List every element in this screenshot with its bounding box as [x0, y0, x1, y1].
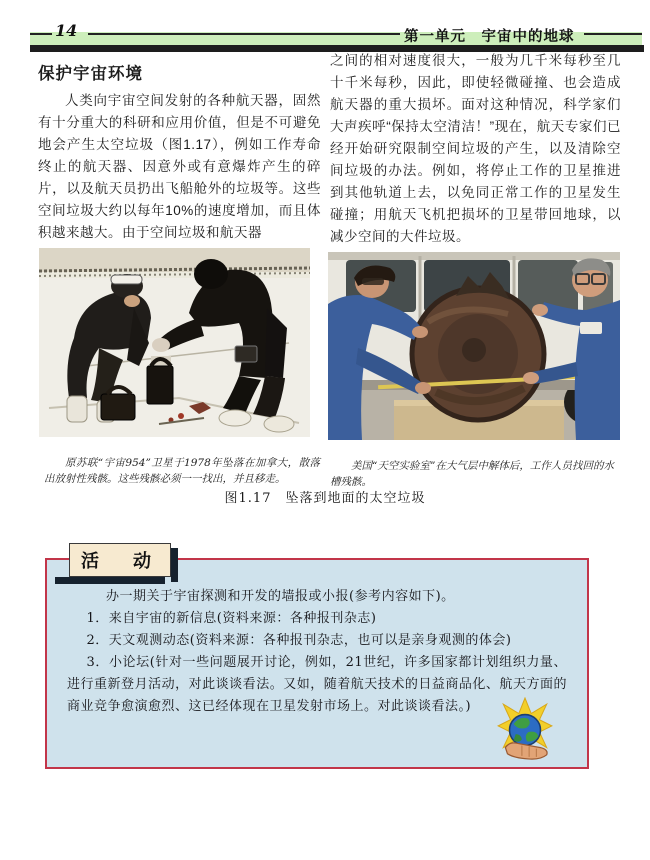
body-paragraph-left: 人类向宇宙空间发射的各种航天器，固然有十分重大的科研和应用价值，但是不可避免地会产生太空垃圾（图1.17），例如工作寿命终止的航天器、因意外或有意爆炸产生的碎片，以及航天员扔出飞船舱外的垃圾等。这些空间垃圾大约以每年10%的速度增加，而且体积越来越大。由于空间垃圾和航天器 [38, 93, 321, 240]
sun-globe-hand-icon [497, 697, 553, 761]
activity-intro: 办一期关于宇宙探测和开发的墙报或小报(参考内容如下)。 [106, 589, 455, 604]
activity-label-shadow-right [171, 548, 178, 582]
header-rule-right [584, 33, 642, 35]
activity-label-shadow-bottom [55, 577, 165, 584]
activity-item-3: 3．小论坛(针对一些问题展开讨论，例如，21世纪，许多国家都计划组织力量、进行重新登月活动，对此谈谈看法。又如，随着航天技术的日益商品化、航天方面的商业竞争愈演愈烈、这已经体现在卫星发射市场上。对此谈谈看法。) [67, 655, 567, 714]
right-column [330, 50, 621, 248]
snow-scene-illustration [39, 248, 310, 437]
section-heading: 保护宇宙环境 [38, 65, 143, 83]
caption-left-photo: 原苏联“宇宙954”卫星于1978年坠落在加拿大，散落出放射性残骸。这些残骸必须一一找出，并且移走。 [44, 456, 320, 485]
activity-item-1: 1．来自宇宙的新信息(资料来源：各种报刊杂志) [86, 611, 377, 626]
activity-item-2: 2．天文观测动态(资料来源：各种报刊杂志，也可以是亲身观测的体会) [86, 633, 512, 648]
left-column [38, 60, 321, 244]
body-paragraph-right: 之间的相对速度很大，一般为几千米每秒至几十千米每秒，因此，即使轻微碰撞、也会造成航天器的重大损坏。面对这种情况，科学家们大声疾呼“保持太空清洁！”现在，航天专家们已经开始研究限制空间垃圾的产生，以及清除空间垃圾的办法。例如，将停止工作的卫星推进到其他轨道上去，以免同正常工作的卫星发生碰撞；用航天飞机把损坏的卫星带回地球，以减少空间的大件垃圾。 [330, 53, 621, 244]
photo-snow-debris-inspection [39, 248, 310, 437]
tank-scene-illustration [328, 252, 620, 440]
globe-in-hand-icon [497, 697, 553, 761]
header-rule-middle [88, 33, 400, 35]
header-rule-left [30, 33, 52, 35]
caption-right-photo: 美国“天空实验室”在大气层中解体后，工作人员找回的水槽残骸。 [330, 459, 614, 488]
activity-text [67, 586, 567, 718]
photo-skylab-tank [328, 252, 620, 440]
unit-title: 第一单元 宇宙中的地球 [404, 29, 575, 45]
page-number: 14 [55, 21, 78, 40]
activity-label: 活 动 [69, 543, 171, 577]
activity-box [45, 551, 589, 769]
figure-caption: 图1.17 坠落到地面的太空垃圾 [224, 491, 426, 506]
